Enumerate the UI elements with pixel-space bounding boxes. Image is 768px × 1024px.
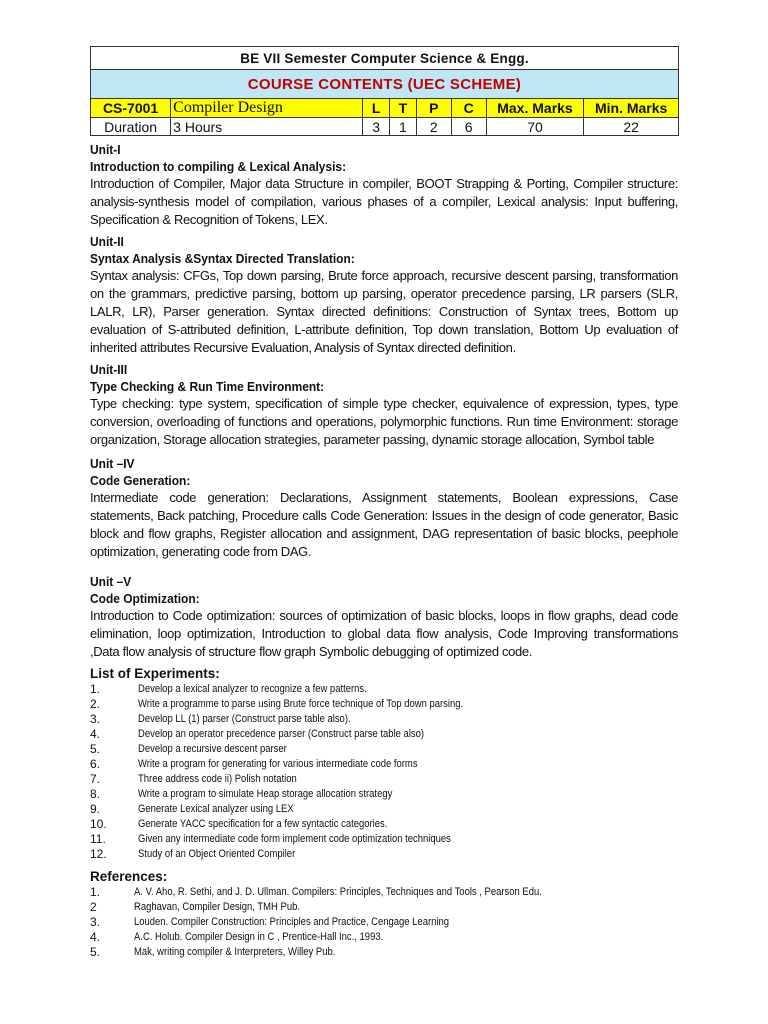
unit-title: Code Optimization: — [90, 591, 200, 606]
list-item — [90, 742, 678, 757]
item-number: 7. — [90, 772, 101, 786]
semester-title: BE VII Semester Computer Science & Engg. — [91, 47, 679, 70]
unit-section — [90, 573, 678, 661]
course-code: CS-7001 — [91, 99, 171, 118]
item-text: A.C. Holub. Compiler Design in C , Prentice-Hall Inc., 1993. — [134, 931, 384, 943]
duration-label: Duration — [91, 118, 171, 136]
unit-label: Unit-I — [90, 142, 121, 157]
item-number: 5. — [90, 945, 101, 959]
unit-section — [90, 455, 678, 561]
unit-section — [90, 141, 678, 229]
unit-title: Code Generation: — [90, 473, 191, 488]
item-number: 6. — [90, 757, 101, 771]
unit-content: Syntax analysis: CFGs, Top down parsing, Brute force approach, recursive descent parsing, transformation on the grammars, predictive parsing, bottom up parsing, operator precedence parsing, LR parsers (SLR, LALR, LR), Parser generation. Syntax directed definitions: Construction of Syntax trees, Bottom up evaluation of S-attributed definition, L-attribute definition, Top down translation, Bottom Up evaluation of inherited attributes Recursive Evaluation, Analysis of Syntax directed definition. — [90, 268, 678, 355]
item-text: Louden. Compiler Construction: Principles and Practice, Cengage Learning — [134, 916, 449, 928]
item-number: 3. — [90, 712, 101, 726]
item-number: 8. — [90, 787, 101, 801]
references-list — [90, 885, 678, 960]
experiments-heading: List of Experiments: — [90, 666, 220, 681]
p-header: P — [416, 99, 451, 118]
unit-content: Type checking: type system, specification of simple type checker, equivalence of expression, types, type conversion, overloading of functions and operations, polymorphic functions. Run time Environment: storage organization, Storage allocation strategies, parameter passing, dynamic storage allocation, Symbol table — [90, 396, 678, 447]
item-text: Develop a lexical analyzer to recognize a few patterns. — [138, 683, 367, 695]
list-item — [90, 945, 678, 960]
item-text: Given any intermediate code form implement code optimization techniques — [138, 833, 451, 845]
item-text: Three address code ii) Polish notation — [138, 773, 297, 785]
duration-value: 3 Hours — [171, 118, 363, 136]
list-item — [90, 787, 678, 802]
item-text: Develop a recursive descent parser — [138, 743, 287, 755]
t-header: T — [390, 99, 417, 118]
min-marks-header: Min. Marks — [584, 99, 679, 118]
item-number: 1. — [90, 682, 101, 696]
list-item — [90, 915, 678, 930]
min-marks-value: 22 — [584, 118, 679, 136]
item-text: Write a programme to parse using Brute force technique of Top down parsing. — [138, 698, 464, 710]
item-number: 12. — [90, 847, 107, 861]
list-item — [90, 930, 678, 945]
unit-label: Unit-III — [90, 362, 128, 377]
list-item — [90, 802, 678, 817]
item-text: Raghavan, Compiler Design, TMH Pub. — [134, 901, 300, 913]
course-header-table — [90, 46, 679, 136]
item-text: Generate YACC specification for a few syntactic categories. — [138, 818, 388, 830]
unit-label: Unit –IV — [90, 456, 135, 471]
l-header: L — [363, 99, 390, 118]
item-text: A. V. Aho, R. Sethi, and J. D. Ullman. Compilers: Principles, Techniques and Tools , Pearson Edu. — [134, 886, 542, 898]
item-number: 10. — [90, 817, 107, 831]
item-text: Mak, writing compiler & Interpreters, Willey Pub. — [134, 946, 336, 958]
max-marks-value: 70 — [486, 118, 584, 136]
c-value: 6 — [451, 118, 486, 136]
unit-title: Introduction to compiling & Lexical Analysis: — [90, 159, 347, 174]
list-item — [90, 772, 678, 787]
item-number: 2. — [90, 697, 101, 711]
item-number: 2 — [90, 900, 97, 914]
list-item — [90, 712, 678, 727]
unit-section — [90, 361, 678, 449]
item-text: Generate Lexical analyzer using LEX — [138, 803, 294, 815]
list-item — [90, 885, 678, 900]
item-text: Write a program for generating for various intermediate code forms — [138, 758, 418, 770]
list-item — [90, 832, 678, 847]
item-number: 9. — [90, 802, 101, 816]
max-marks-header: Max. Marks — [486, 99, 584, 118]
item-text: Write a program to simulate Heap storage allocation strategy — [138, 788, 393, 800]
item-number: 4. — [90, 727, 101, 741]
item-number: 3. — [90, 915, 101, 929]
c-header: C — [451, 99, 486, 118]
list-item — [90, 697, 678, 712]
list-item — [90, 900, 678, 915]
p-value: 2 — [416, 118, 451, 136]
unit-content: Introduction to Code optimization: sources of optimization of basic blocks, loops in flow graphs, dead code elimination, loop optimization, Introduction to global data flow analysis, Code Improving transformations ,Data flow analysis of structure flow graph Symbolic debugging of optimized code. — [90, 608, 678, 659]
list-item — [90, 817, 678, 832]
course-name: Compiler Design — [171, 99, 363, 118]
list-item — [90, 757, 678, 772]
unit-content: Introduction of Compiler, Major data Structure in compiler, BOOT Strapping & Porting, Compiler structure: analysis-synthesis model of compilation, various phases of a compiler, Lexical analysis: Input buffering, Specification & Recognition of Tokens, LEX. — [90, 176, 678, 227]
unit-section — [90, 233, 678, 357]
item-number: 11. — [90, 832, 106, 846]
course-contents-title: COURSE CONTENTS (UEC SCHEME) — [91, 70, 679, 99]
unit-title: Type Checking & Run Time Environment: — [90, 379, 325, 394]
item-text: Study of an Object Oriented Compiler — [138, 848, 296, 860]
t-value: 1 — [390, 118, 417, 136]
l-value: 3 — [363, 118, 390, 136]
item-number: 1. — [90, 885, 101, 899]
item-text: Develop LL (1) parser (Construct parse table also). — [138, 713, 351, 725]
list-item — [90, 727, 678, 742]
list-item — [90, 847, 678, 862]
unit-label: Unit –V — [90, 574, 132, 589]
syllabus-page — [90, 46, 678, 960]
item-number: 5. — [90, 742, 101, 756]
unit-label: Unit-II — [90, 234, 124, 249]
item-text: Develop an operator precedence parser (Construct parse table also) — [138, 728, 425, 740]
experiments-list — [90, 682, 678, 862]
item-number: 4. — [90, 930, 101, 944]
unit-title: Syntax Analysis &Syntax Directed Translation: — [90, 251, 355, 266]
unit-content: Intermediate code generation: Declarations, Assignment statements, Boolean expressions, Case statements, Back patching, Procedure calls Code Generation: Issues in the design of code generator, Basic block and flow graphs, Register allocation and assignment, DAG representation of basic blocks, peephole optimization, generating code from DAG. — [90, 490, 678, 559]
list-item — [90, 682, 678, 697]
references-heading: References: — [90, 869, 168, 884]
